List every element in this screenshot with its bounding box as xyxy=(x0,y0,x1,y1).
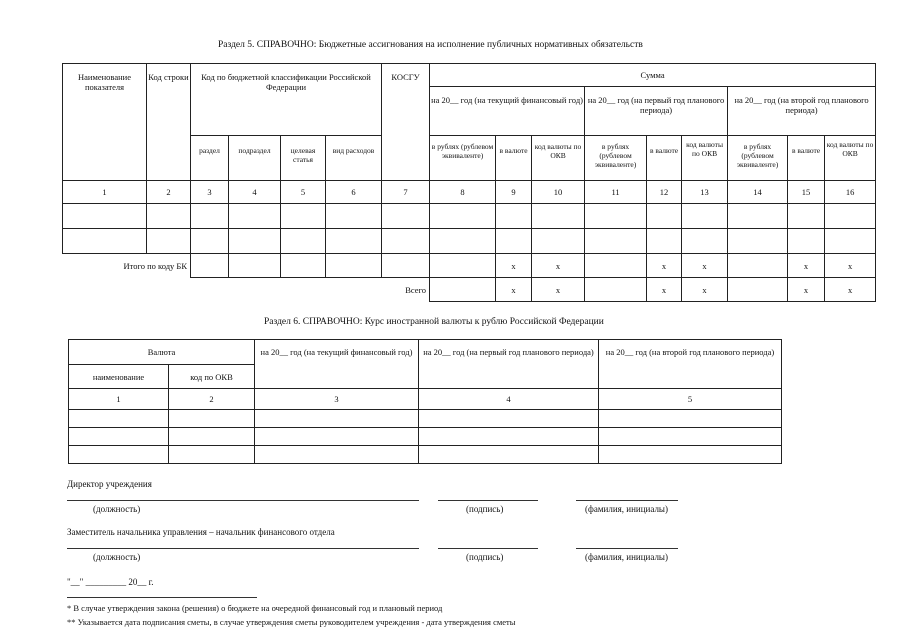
cell[interactable] xyxy=(191,204,229,229)
section5-title: Раздел 5. СПРАВОЧНО: Бюджетные ассигнования на исполнение публичных нормативных обязательств xyxy=(218,40,643,50)
col-num: 16 xyxy=(825,181,876,204)
cell[interactable] xyxy=(825,204,876,229)
cell[interactable] xyxy=(255,428,419,446)
table-row xyxy=(69,428,782,446)
cell[interactable] xyxy=(728,254,788,278)
cell[interactable] xyxy=(63,229,147,254)
footnote-separator xyxy=(67,597,257,598)
col-num: 14 xyxy=(728,181,788,204)
cell[interactable] xyxy=(191,229,229,254)
col-header-rub3: в рублях (рублевом эквиваленте) xyxy=(728,136,788,181)
col-header-code: Код строки xyxy=(147,64,191,181)
cell[interactable] xyxy=(169,410,255,428)
cell[interactable] xyxy=(63,204,147,229)
col-num: 10 xyxy=(532,181,585,204)
cell[interactable] xyxy=(599,428,782,446)
cell[interactable] xyxy=(326,204,382,229)
col-header-kosgu: КОСГУ xyxy=(382,64,430,181)
x-mark: х xyxy=(647,254,682,278)
cell[interactable] xyxy=(647,229,682,254)
cell[interactable] xyxy=(255,410,419,428)
col-header-year3: на 20__ год (на второй год планового периода) xyxy=(728,87,876,136)
cell[interactable] xyxy=(229,254,281,278)
vsego-row xyxy=(63,278,876,302)
cell[interactable] xyxy=(682,229,728,254)
cell[interactable] xyxy=(69,410,169,428)
col-header-podrazdel: подраздел xyxy=(229,136,281,181)
cell[interactable] xyxy=(147,204,191,229)
cell[interactable] xyxy=(496,204,532,229)
col-num: 6 xyxy=(326,181,382,204)
deputy-label: Заместитель начальника управления – начальник финансового отдела xyxy=(67,527,335,537)
cell[interactable] xyxy=(728,204,788,229)
x-mark: х xyxy=(496,278,532,302)
cell[interactable] xyxy=(229,229,281,254)
cell[interactable] xyxy=(255,446,419,464)
col-header-year1: на 20__ год (на текущий финансовый год) xyxy=(255,340,419,389)
itogo-row xyxy=(63,254,876,278)
col-header-year1: на 20__ год (на текущий финансовый год) xyxy=(430,87,585,136)
cell[interactable] xyxy=(825,229,876,254)
col-num: 15 xyxy=(788,181,825,204)
director-name-line[interactable] xyxy=(576,500,678,501)
col-num: 4 xyxy=(419,389,599,410)
col-header-name: Наименование показателя xyxy=(63,64,147,181)
cell[interactable] xyxy=(728,229,788,254)
col-num: 3 xyxy=(191,181,229,204)
cell[interactable] xyxy=(496,229,532,254)
x-mark: х xyxy=(532,254,585,278)
cell[interactable] xyxy=(728,278,788,302)
x-mark: х xyxy=(788,254,825,278)
col-header-sum: Сумма xyxy=(430,64,876,87)
col-num: 3 xyxy=(255,389,419,410)
number-row xyxy=(69,389,782,410)
director-position-line[interactable] xyxy=(67,500,419,501)
cell[interactable] xyxy=(69,446,169,464)
col-header-year2: на 20__ год (на первый год планового периода) xyxy=(585,87,728,136)
cell[interactable] xyxy=(191,254,229,278)
col-header-val2: в валюте xyxy=(647,136,682,181)
cell[interactable] xyxy=(430,254,496,278)
col-header-val3: в валюте xyxy=(788,136,825,181)
cell[interactable] xyxy=(585,278,647,302)
col-num: 5 xyxy=(281,181,326,204)
cell[interactable] xyxy=(599,446,782,464)
cell[interactable] xyxy=(599,410,782,428)
cell[interactable] xyxy=(419,428,599,446)
x-mark: х xyxy=(825,278,876,302)
director-signature-line[interactable] xyxy=(438,500,538,501)
director-label: Директор учреждения xyxy=(67,479,152,489)
deputy-name-line[interactable] xyxy=(576,548,678,549)
cell[interactable] xyxy=(281,204,326,229)
x-mark: х xyxy=(496,254,532,278)
table-row xyxy=(69,446,782,464)
x-mark: х xyxy=(682,254,728,278)
cell[interactable] xyxy=(430,229,496,254)
col-num: 2 xyxy=(147,181,191,204)
cell[interactable] xyxy=(281,229,326,254)
cell[interactable] xyxy=(281,254,326,278)
col-num: 2 xyxy=(169,389,255,410)
director-signature-caption: (подпись) xyxy=(466,504,504,514)
col-num: 9 xyxy=(496,181,532,204)
cell[interactable] xyxy=(229,204,281,229)
col-num: 1 xyxy=(69,389,169,410)
col-num: 13 xyxy=(682,181,728,204)
deputy-position-caption: (должность) xyxy=(93,552,141,562)
section6-title: Раздел 6. СПРАВОЧНО: Курс иностранной валюты к рублю Российской Федерации xyxy=(264,317,604,327)
cell[interactable] xyxy=(788,229,825,254)
table-row xyxy=(63,229,876,254)
x-mark: х xyxy=(647,278,682,302)
cell[interactable] xyxy=(647,204,682,229)
cell[interactable] xyxy=(382,254,430,278)
cell[interactable] xyxy=(788,204,825,229)
col-header-year3: на 20__ год (на второй год планового периода) xyxy=(599,340,782,389)
cell[interactable] xyxy=(682,204,728,229)
col-header-razdel: раздел xyxy=(191,136,229,181)
footnote-2: ** Указывается дата подписания сметы, в случае утверждения сметы руководителем учреждения - дата утверждения сметы xyxy=(67,617,516,627)
cell[interactable] xyxy=(532,204,585,229)
x-mark: х xyxy=(682,278,728,302)
col-header-bk: Код по бюджетной классификации Российской Федерации xyxy=(191,64,382,136)
cell[interactable] xyxy=(382,229,430,254)
table-row xyxy=(69,410,782,428)
cell[interactable] xyxy=(585,229,647,254)
x-mark: х xyxy=(532,278,585,302)
number-row xyxy=(63,181,876,204)
col-header-year2: на 20__ год (на первый год планового периода) xyxy=(419,340,599,389)
x-mark: х xyxy=(788,278,825,302)
col-num: 12 xyxy=(647,181,682,204)
cell[interactable] xyxy=(69,428,169,446)
cell[interactable] xyxy=(326,229,382,254)
col-header-okv2: код валюты по ОКВ xyxy=(682,136,728,181)
x-mark: х xyxy=(825,254,876,278)
cell[interactable] xyxy=(169,446,255,464)
col-header-okv3: код валюты по ОКВ xyxy=(825,136,876,181)
director-name-caption: (фамилия, инициалы) xyxy=(585,504,668,514)
table-row xyxy=(63,204,876,229)
col-header-valuta: Валюта xyxy=(69,340,255,365)
cell[interactable] xyxy=(430,204,496,229)
cell[interactable] xyxy=(326,254,382,278)
deputy-signature-caption: (подпись) xyxy=(466,552,504,562)
cell[interactable] xyxy=(382,204,430,229)
director-position-caption: (должность) xyxy=(93,504,141,514)
col-header-target: целевая статья xyxy=(281,136,326,181)
col-header-rub2: в рублях (рублевом эквиваленте) xyxy=(585,136,647,181)
cell[interactable] xyxy=(585,254,647,278)
cell[interactable] xyxy=(419,410,599,428)
col-header-vid: вид расходов xyxy=(326,136,382,181)
col-header-okv: код по ОКВ xyxy=(169,365,255,389)
col-header-valuta-name: наименование xyxy=(69,365,169,389)
cell[interactable] xyxy=(419,446,599,464)
section6-table xyxy=(68,339,782,464)
cell[interactable] xyxy=(532,229,585,254)
col-num: 8 xyxy=(430,181,496,204)
col-num: 11 xyxy=(585,181,647,204)
cell[interactable] xyxy=(147,229,191,254)
col-num: 1 xyxy=(63,181,147,204)
footnote-1: * В случае утверждения закона (решения) о бюджете на очередной финансовый год и плановый период xyxy=(67,603,443,613)
date-field[interactable]: "__" _________ 20__ г. xyxy=(67,577,154,587)
cell[interactable] xyxy=(430,278,496,302)
deputy-name-caption: (фамилия, инициалы) xyxy=(585,552,668,562)
col-num: 4 xyxy=(229,181,281,204)
cell[interactable] xyxy=(585,204,647,229)
cell[interactable] xyxy=(169,428,255,446)
col-header-okv1: код валюты по ОКВ xyxy=(532,136,585,181)
vsego-label: Всего xyxy=(405,284,427,295)
col-header-val1: в валюте xyxy=(496,136,532,181)
itogo-label: Итого по коду БК xyxy=(123,260,187,271)
deputy-signature-line[interactable] xyxy=(438,548,538,549)
section5-table xyxy=(62,63,876,302)
col-header-rub1: в рублях (рублевом эквиваленте) xyxy=(430,136,496,181)
col-num: 5 xyxy=(599,389,782,410)
deputy-position-line[interactable] xyxy=(67,548,419,549)
col-num: 7 xyxy=(382,181,430,204)
